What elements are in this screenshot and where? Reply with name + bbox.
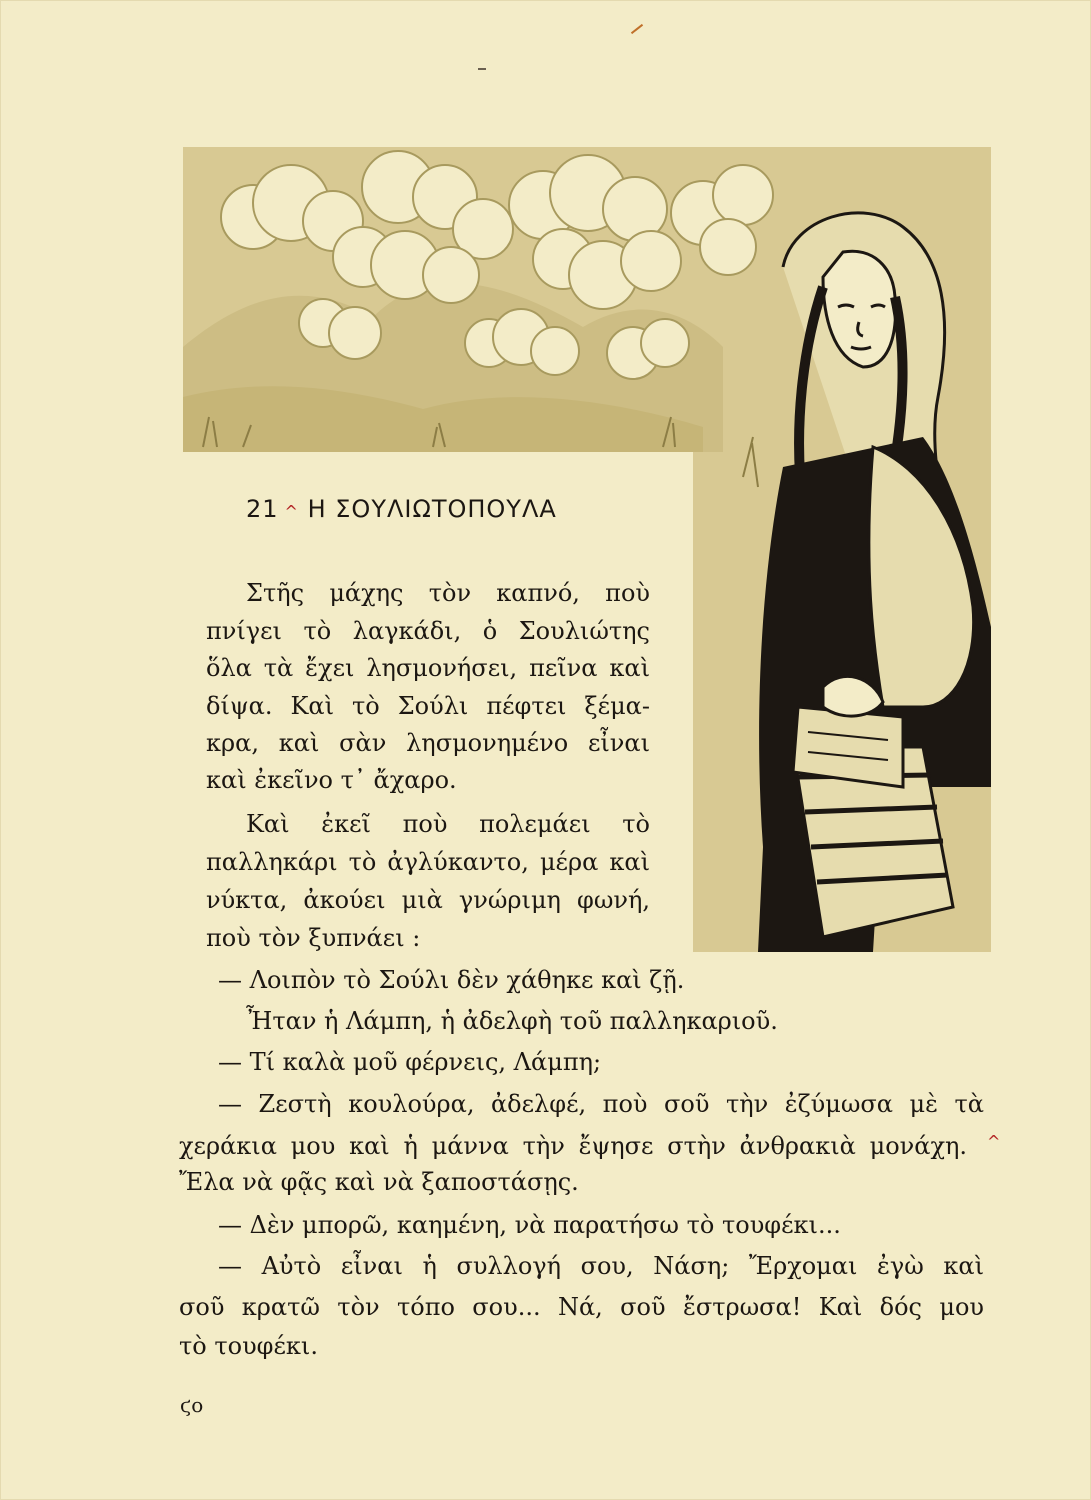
text-line: παλληκάρι τὸ ἀγλύκαντο, μέρα καὶ xyxy=(206,848,650,876)
red-annotation-mark: ^ xyxy=(987,1132,1001,1151)
chapter-number: 21 xyxy=(246,495,279,523)
text-line: — Αὐτὸ εἶναι ἡ συλλογή σου, Νάση; Ἔρχομαι ἐγὼ καὶ xyxy=(218,1252,984,1280)
chapter-title xyxy=(246,495,557,523)
text-line: χεράκια μου καὶ ἡ μάννα τὴν ἔψησε στὴν ἀνθρακιὰ μονάχη. xyxy=(179,1132,967,1160)
text-line: δίψα. Καὶ τὸ Σούλι πέφτει ξέμα- xyxy=(206,692,650,720)
red-annotation-mark: ^ xyxy=(284,502,299,521)
text-line: καὶ ἐκεῖνο τ᾿ ἄχαρο. xyxy=(206,766,457,794)
text-line: Ἔλα νὰ φᾷς καὶ νὰ ξαποστάσῃς. xyxy=(179,1168,579,1196)
chapter-title-text: Η ΣΟΥΛΙΩΤΟΠΟΥΛΑ xyxy=(307,495,557,523)
text-line: πνίγει τὸ λαγκάδι, ὁ Σουλιώτης xyxy=(206,617,650,645)
text-line: — Λοιπὸν τὸ Σούλι δὲν χάθηκε καὶ ζῇ. xyxy=(218,966,685,994)
text-line: Στῆς μάχης τὸν καπνό, ποὺ xyxy=(246,579,650,607)
text-line: Ἦταν ἡ Λάμπη, ἡ ἀδελφὴ τοῦ παλληκαριοῦ. xyxy=(246,1007,778,1035)
text-line: Καὶ ἐκεῖ ποὺ πολεμάει τὸ xyxy=(246,810,650,838)
text-line: ποὺ τὸν ξυπνάει : xyxy=(206,924,421,952)
text-line: τὸ τουφέκι. xyxy=(179,1332,318,1360)
text-line: νύκτα, ἀκούει μιὰ γνώριμη φωνή, xyxy=(206,886,650,914)
text-line: — Τί καλὰ μοῦ φέρνεις, Λάμπη; xyxy=(218,1048,602,1076)
text-line: — Δὲν μπορῶ, καημένη, νὰ παρατήσω τὸ τουφέκι... xyxy=(218,1211,841,1239)
text-line: — Ζεστὴ κουλούρα, ἀδελφέ, ποὺ σοῦ τὴν ἐζύμωσα μὲ τὰ xyxy=(218,1090,984,1118)
text-line: ὅλα τὰ ἔχει λησμονήσει, πεῖνα καὶ xyxy=(206,654,650,682)
page-number: ϛο xyxy=(180,1393,204,1417)
ink-dash xyxy=(478,68,486,70)
text-line: κρα, καὶ σὰν λησμονημένο εἶναι xyxy=(206,729,650,757)
text-line: σοῦ κρατῶ τὸν τόπο σου... Νά, σοῦ ἔστρωσα! Καὶ δός μου xyxy=(179,1293,984,1321)
